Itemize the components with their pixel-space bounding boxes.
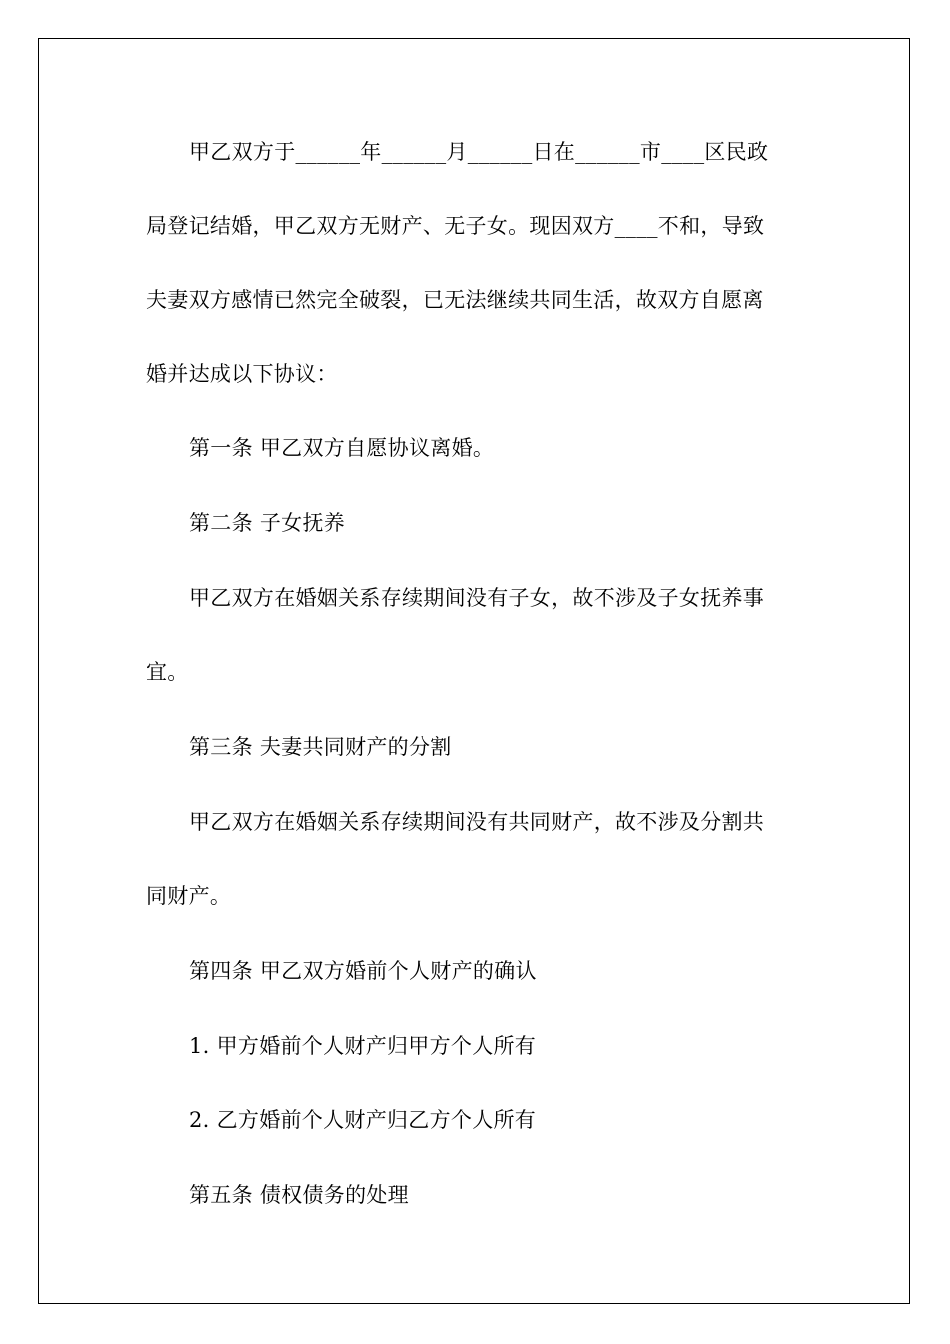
article-3-text-line-2: 同财产。 — [146, 884, 232, 908]
paragraph-intro-line-1: 甲乙双方于______年______月______日在______市____区民政 — [189, 140, 769, 164]
paragraph-intro-line-3: 夫妻双方感情已然完全破裂，已无法继续共同生活，故双方自愿离 — [146, 288, 764, 312]
article-3-text-line-1: 甲乙双方在婚姻关系存续期间没有共同财产，故不涉及分割共 — [189, 810, 765, 834]
article-2-text-line-1: 甲乙双方在婚姻关系存续期间没有子女，故不涉及子女抚养事 — [189, 586, 765, 610]
article-4-item-2: 2. 乙方婚前个人财产归乙方个人所有 — [189, 1108, 537, 1132]
article-1-heading: 第一条 甲乙双方自愿协议离婚。 — [189, 436, 495, 460]
paragraph-intro-line-4: 婚并达成以下协议： — [146, 362, 338, 386]
article-4-item-1: 1. 甲方婚前个人财产归甲方个人所有 — [189, 1034, 537, 1058]
article-4-heading: 第四条 甲乙双方婚前个人财产的确认 — [189, 959, 537, 983]
article-5-heading: 第五条 债权债务的处理 — [189, 1183, 409, 1207]
paragraph-intro-line-2: 局登记结婚，甲乙双方无财产、无子女。现因双方____不和，导致 — [146, 214, 765, 238]
article-3-heading: 第三条 夫妻共同财产的分割 — [189, 735, 452, 759]
article-2-text-line-2: 宜。 — [146, 660, 189, 684]
article-2-heading: 第二条 子女抚养 — [189, 511, 346, 535]
